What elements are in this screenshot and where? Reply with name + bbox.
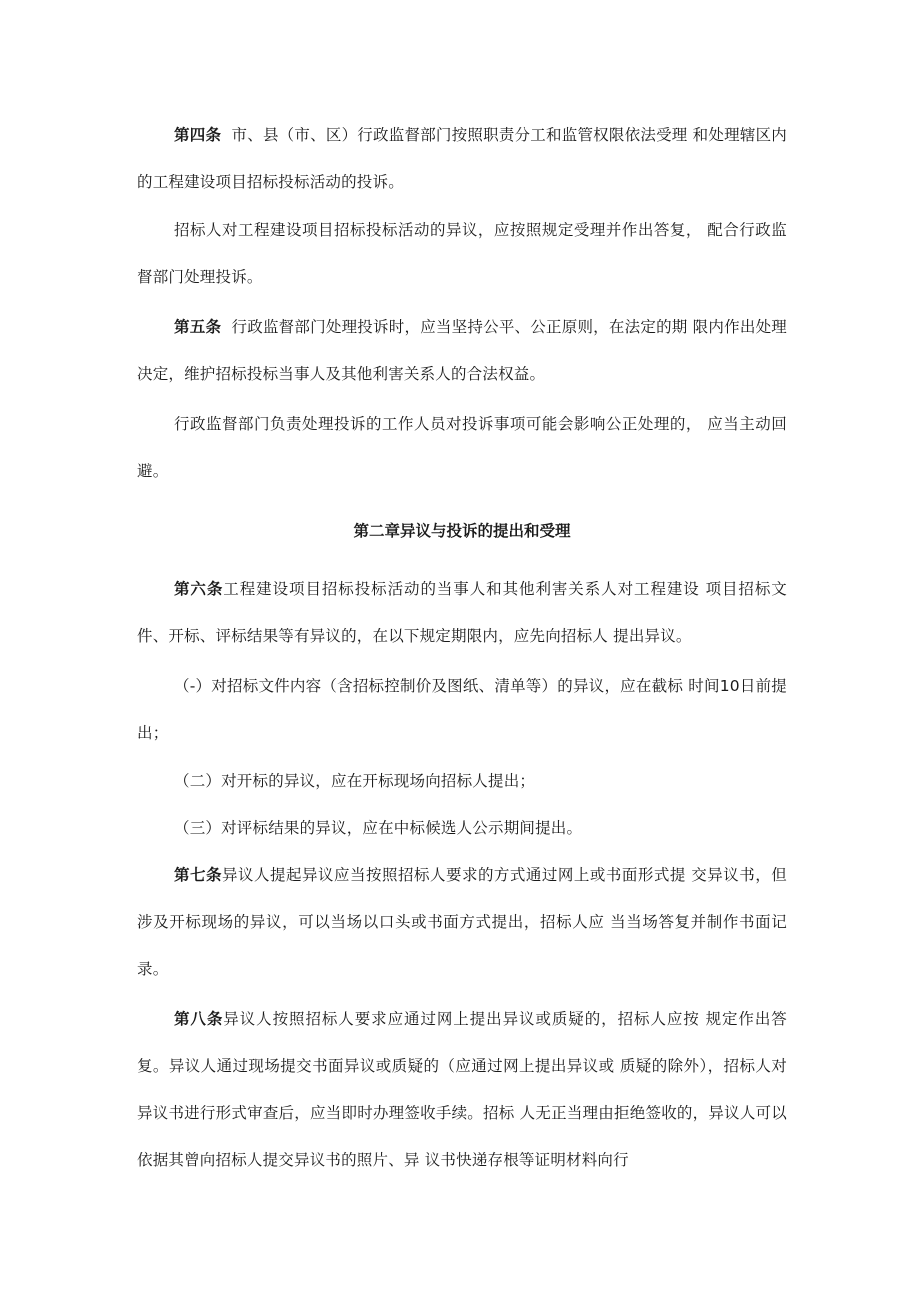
article-5-paragraph-2-text: 行政监督部门负责处理投诉的工作人员对投诉事项可能会影响公正处理的， 应当主动回避。 <box>137 415 787 480</box>
article-8 <box>137 996 787 1184</box>
article-4-text: 市、县（市、区）行政监督部门按照职责分工和监管权限依法受理 和处理辖区内的工程建设项目招标投标活动的投诉。 <box>137 126 787 191</box>
article-6-label: 第六条 <box>174 580 224 598</box>
article-7 <box>137 852 787 993</box>
article-4 <box>137 112 787 206</box>
article-7-text: 异议人提起异议应当按照招标人要求的方式通过网上或书面形式提 交异议书，但涉及开标现场的异议，可以当场以口头或书面方式提出，招标人应 当当场答复并制作书面记录。 <box>137 866 787 978</box>
article-6-item-1 <box>137 663 787 757</box>
article-6-text: 工程建设项目招标投标活动的当事人和其他利害关系人对工程建设 项目招标文件、开标、评标结果等有异议的，在以下规定期限内，应先向招标人 提出异议。 <box>137 580 787 645</box>
article-4-paragraph-2-text: 招标人对工程建设项目招标投标活动的异议，应按照规定受理并作出答复， 配合行政监督部门处理投诉。 <box>137 221 787 286</box>
article-8-text: 异议人按照招标人要求应通过网上提出异议或质疑的，招标人应按 规定作出答复。异议人通过现场提交书面异议或质疑的（应通过网上提出异议或 质疑的除外），招标人对异议书进行形式审查后，应当即时办理签收手续。招标 人无正当理由拒绝签收的，异议人可以依据其曾向招标人提交异议书的照片、异 议书快递存根等证明材料向行 <box>137 1010 787 1169</box>
article-8-label: 第八条 <box>174 1010 224 1028</box>
article-6-item-2-text: （二）对开标的异议，应在开标现场向招标人提出； <box>174 772 536 790</box>
article-7-label: 第七条 <box>174 866 222 884</box>
article-6 <box>137 566 787 660</box>
article-5 <box>137 304 787 398</box>
article-5-label: 第五条 <box>174 318 222 336</box>
article-4-label: 第四条 <box>174 126 222 144</box>
article-6-item-3 <box>137 805 787 852</box>
article-6-item-2 <box>137 758 787 805</box>
article-6-item-1-text: （-）对招标文件内容（含招标控制价及图纸、清单等）的异议，应在截标 时间10日前提出； <box>137 677 787 742</box>
article-6-item-3-text: （三）对评标结果的异议，应在中标候选人公示期间提出。 <box>174 819 583 837</box>
article-5-text: 行政监督部门处理投诉时，应当坚持公平、公正原则，在法定的期 限内作出处理决定，维护招标投标当事人及其他利害关系人的合法权益。 <box>137 318 787 383</box>
article-4-paragraph-2 <box>137 207 787 301</box>
article-5-paragraph-2 <box>137 401 787 495</box>
chapter-title: 第二章异议与投诉的提出和受理 <box>353 522 571 540</box>
